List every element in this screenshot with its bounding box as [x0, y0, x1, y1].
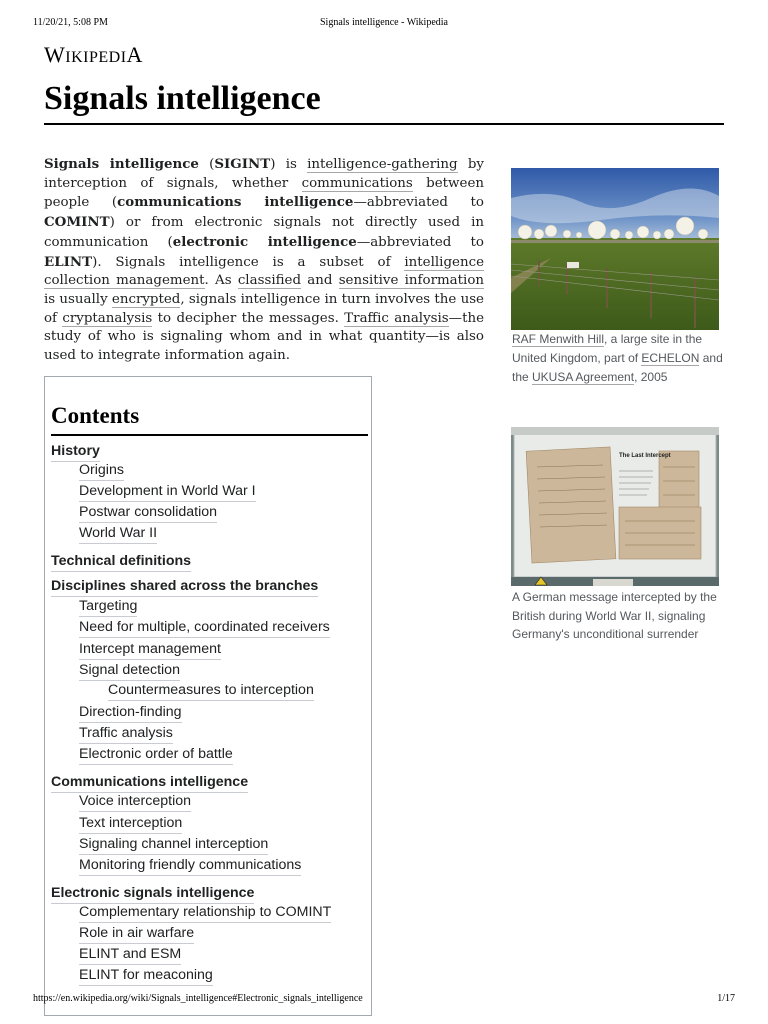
intro-link[interactable]: intelligence collection management [44, 254, 484, 289]
caption-link[interactable]: ECHELON [641, 351, 700, 365]
title-divider [44, 123, 724, 125]
toc-item-need-for-multiple-coordinated-receivers[interactable]: Need for multiple, coordinated receivers [79, 619, 330, 638]
toc-item-signal-detection[interactable]: Signal detection [79, 662, 180, 681]
caption-text: A German message intercepted by the British during World War II, signaling Germany's unconditional surrender [512, 590, 717, 641]
caption-link[interactable]: UKUSA Agreement [532, 370, 635, 384]
page-title: Signals intelligence [44, 80, 321, 117]
toc-item-complementary-relationship-to-comint[interactable]: Complementary relationship to COMINT [79, 904, 331, 923]
toc-item-signaling-channel-interception[interactable]: Signaling channel interception [79, 836, 268, 855]
intro-text: to decipher the messages. [152, 310, 345, 326]
intro-link[interactable]: communications [301, 175, 413, 191]
intro-text: by interception of signals, whether [44, 157, 484, 191]
toc-item-world-war-ii[interactable]: World War II [79, 525, 157, 544]
intro-bold-term: SIGINT [214, 156, 271, 172]
toc-item-electronic-order-of-battle[interactable]: Electronic order of battle [79, 746, 233, 765]
print-page-title: Signals intelligence - Wikipedia [320, 17, 448, 28]
toc-item-origins[interactable]: Origins [79, 462, 124, 481]
toc-item-development-in-world-war-i[interactable]: Development in World War I [79, 483, 256, 502]
toc-item-communications-intelligence[interactable]: Communications intelligence [51, 774, 248, 793]
wordmark-middle: IKIPEDI [65, 49, 127, 66]
wordmark-last: A [126, 42, 143, 67]
last-intercept-photo[interactable] [511, 427, 719, 586]
intro-text: . As [204, 273, 238, 289]
intro-bold-term: ELINT [44, 253, 93, 270]
intro-bold-term: electronic intelligence [172, 233, 357, 250]
intro-bold-term: communications intelligence [117, 194, 354, 211]
intro-bold-term: COMINT [44, 214, 110, 231]
intro-text: ( [198, 157, 215, 172]
menwith-hill-photo[interactable] [511, 168, 719, 330]
intro-bold-term: Signals intelligence [44, 156, 199, 172]
toc-title: Contents [51, 403, 140, 428]
print-footer [33, 993, 735, 1007]
figure-caption-menwith-hill [512, 330, 727, 387]
table-of-contents [44, 376, 372, 1016]
intro-paragraph [44, 155, 484, 366]
intro-text: , signals intelligence in turn involves the use of [44, 291, 484, 326]
intro-link[interactable]: encrypted [111, 291, 181, 307]
caption-text: , a large site in the United Kingdom, part of [512, 332, 703, 365]
toc-item-role-in-air-warfare[interactable]: Role in air warfare [79, 925, 194, 944]
toc-item-monitoring-friendly-communications[interactable]: Monitoring friendly communications [79, 857, 301, 876]
intro-link[interactable]: sensitive information [338, 273, 485, 289]
toc-item-targeting[interactable]: Targeting [79, 598, 137, 617]
toc-item-elint-for-meaconing[interactable]: ELINT for meaconing [79, 967, 213, 986]
intro-text: ) or from electronic signals not directly used in communication ( [44, 215, 484, 250]
intro-text: —the study of who is signaling whom and in what quantity—is also used to integrate information again. [44, 310, 484, 364]
intro-text: —abbreviated to [356, 234, 484, 250]
toc-item-elint-and-esm[interactable]: ELINT and ESM [79, 946, 181, 965]
print-url: https://en.wikipedia.org/wiki/Signals_intelligence#Electronic_signals_intelligence [33, 993, 363, 1004]
caption-text: and the [512, 351, 723, 384]
intro-link[interactable]: classified [237, 273, 302, 289]
toc-item-text-interception[interactable]: Text interception [79, 815, 182, 834]
toc-item-intercept-management[interactable]: Intercept management [79, 641, 221, 660]
intro-text: —abbreviated to [353, 195, 484, 211]
toc-item-voice-interception[interactable]: Voice interception [79, 793, 191, 812]
caption-text: , 2005 [634, 370, 668, 384]
toc-item-electronic-signals-intelligence[interactable]: Electronic signals intelligence [51, 885, 254, 904]
intro-link[interactable]: intelligence-gathering [307, 157, 458, 172]
intro-text: between people ( [44, 175, 484, 211]
print-header [33, 17, 735, 31]
caption-link[interactable]: RAF Menwith Hill [512, 332, 605, 346]
toc-item-countermeasures-to-interception[interactable]: Countermeasures to interception [108, 682, 314, 701]
print-page-number: 1/17 [717, 993, 735, 1004]
intro-text: is usually [44, 291, 112, 307]
figure-caption-last-intercept [512, 588, 727, 644]
toc-item-traffic-analysis[interactable]: Traffic analysis [79, 725, 173, 744]
toc-item-history[interactable]: History [51, 443, 100, 462]
wikipedia-wordmark[interactable] [44, 42, 143, 68]
intro-text: ). Signals intelligence is a subset of [92, 254, 405, 270]
intro-text: ) is [270, 157, 308, 172]
wordmark-first: W [44, 42, 66, 67]
toc-divider [51, 434, 368, 436]
intro-link[interactable]: Traffic analysis [344, 310, 449, 326]
toc-item-postwar-consolidation[interactable]: Postwar consolidation [79, 504, 217, 523]
intro-link[interactable]: cryptanalysis [62, 310, 153, 326]
toc-item-disciplines-shared-across-the-branches[interactable]: Disciplines shared across the branches [51, 578, 318, 597]
toc-item-technical-definitions[interactable]: Technical definitions [51, 553, 191, 572]
poster-title: The Last Intercept [619, 453, 671, 459]
intro-text: and [301, 273, 339, 289]
print-datetime: 11/20/21, 5:08 PM [33, 17, 108, 28]
toc-item-direction-finding[interactable]: Direction-finding [79, 704, 182, 723]
